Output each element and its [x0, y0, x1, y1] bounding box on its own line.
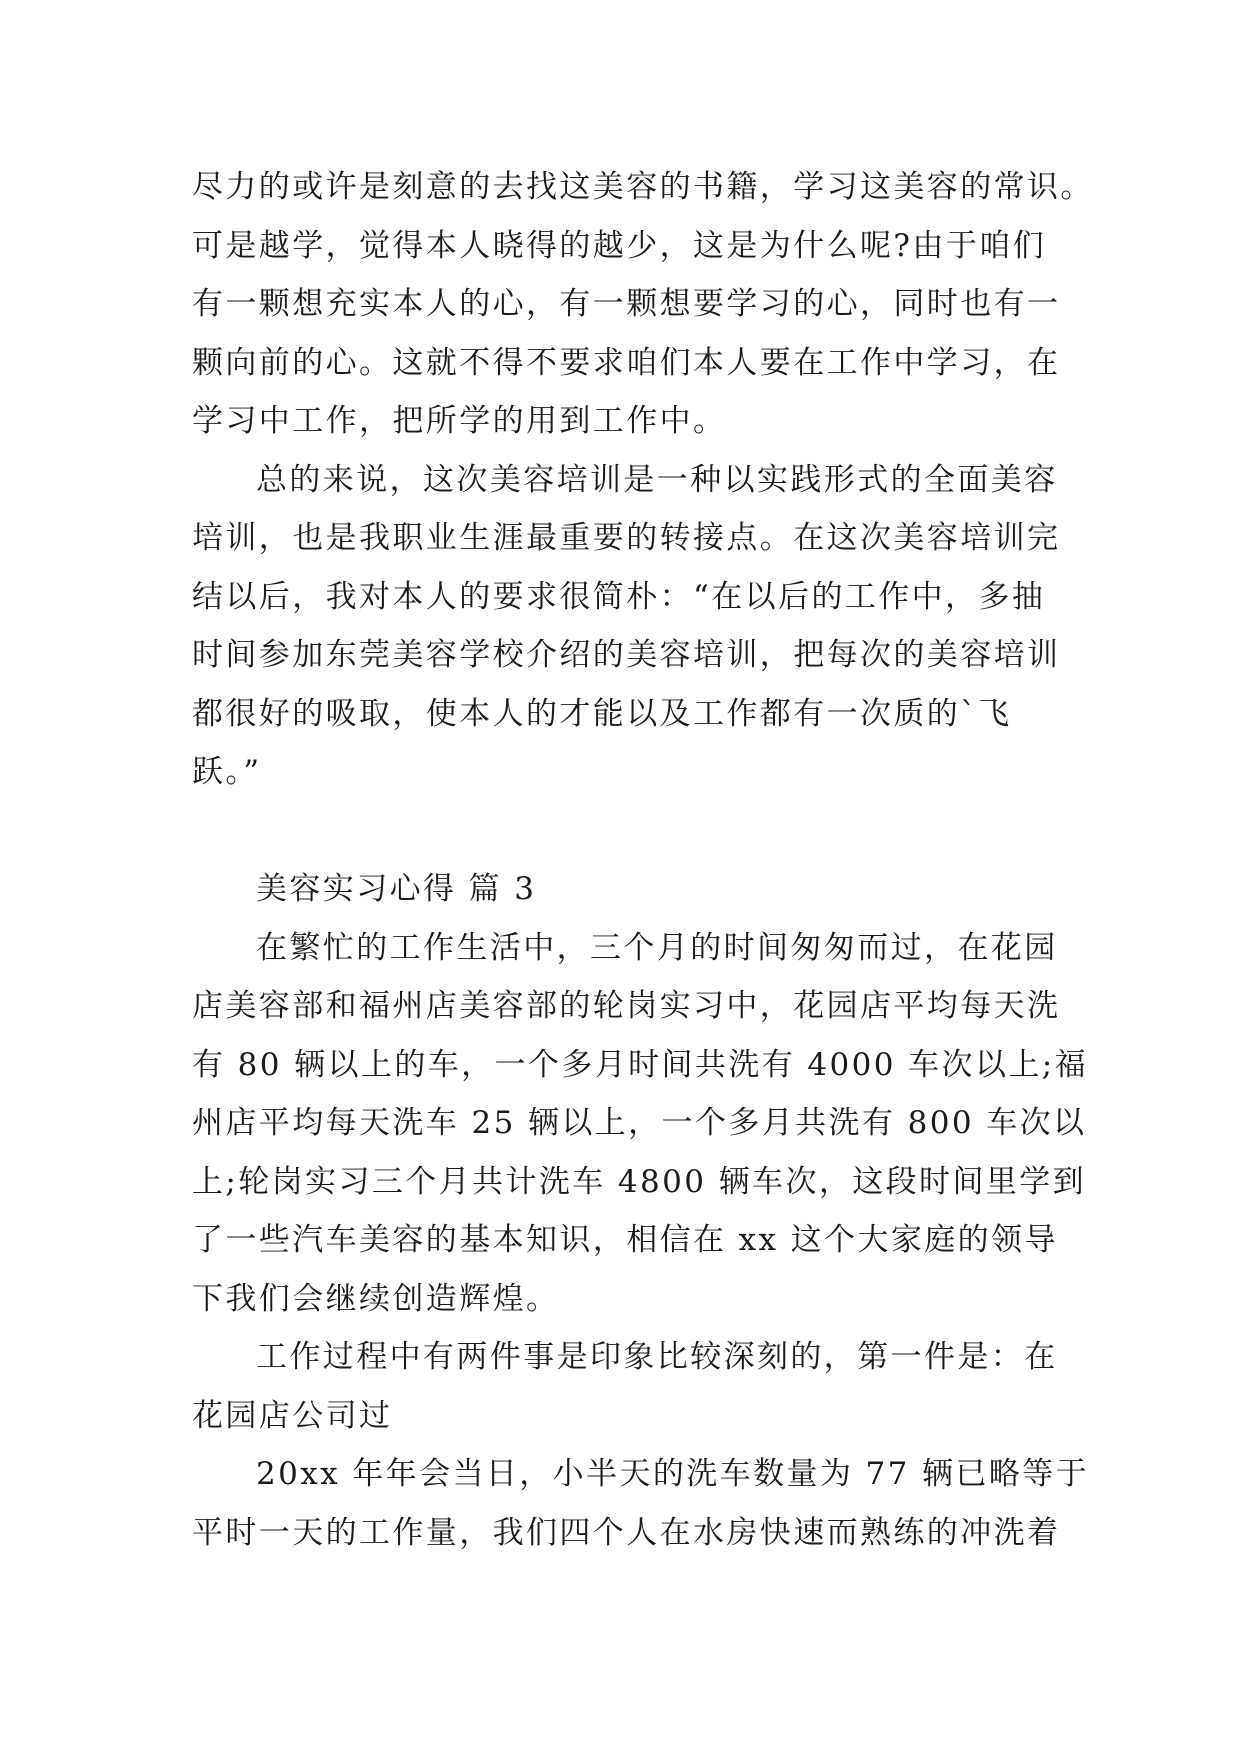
- text-line: 跃。”: [192, 754, 262, 790]
- paragraph-spacer: [192, 802, 1072, 861]
- text-line: 有 80 辆以上的车，一个多月时间共洗有 4000 车次以上;福: [192, 1046, 1088, 1083]
- section-heading: 美容实习心得 篇 3: [256, 871, 537, 907]
- text-line: 总的来说，这次美容培训是一种以实践形式的全面美容: [256, 461, 1058, 498]
- paragraph: [192, 1328, 1072, 1445]
- text-line: 时间参加东莞美容学校介绍的美容培训，把每次的美容培训: [192, 637, 1061, 673]
- text-line: 州店平均每天洗车 25 辆以上，一个多月共洗有 800 车次以: [192, 1105, 1087, 1141]
- text-line: 都很好的吸取，使本人的才能以及工作都有一次质的`飞: [192, 695, 1012, 732]
- text-line: 可是越学，觉得本人晓得的越少，这是为什么呢?由于咱们: [192, 227, 1047, 264]
- text-line: 工作过程中有两件事是印象比较深刻的，第一件是：在: [256, 1339, 1058, 1375]
- text-line: 有一颗想充实本人的心，有一颗想要学习的心，同时也有一: [192, 286, 1061, 322]
- text-line: 上;轮岗实习三个月共计洗车 4800 辆车次，这段时间里学到: [192, 1163, 1087, 1200]
- paragraph: [192, 451, 1072, 802]
- text-line: 颗向前的心。这就不得不要求咱们本人要在工作中学习，在: [192, 344, 1061, 381]
- text-line: 了一些汽车美容的基本知识，相信在 xx 这个大家庭的领导: [192, 1222, 1058, 1258]
- text-line: 学习中工作，把所学的用到工作中。: [192, 403, 727, 439]
- text-line: 平时一天的工作量，我们四个人在水房快速而熟练的冲洗着: [192, 1514, 1061, 1551]
- text-line: 花园店公司过: [192, 1397, 393, 1434]
- paragraph: [192, 919, 1088, 1329]
- text-line: 下我们会继续创造辉煌。: [192, 1280, 560, 1317]
- paragraph: [192, 158, 1094, 451]
- text-line: 尽力的或许是刻意的去找这美容的书籍，学习这美容的常识。: [192, 169, 1094, 205]
- text-line: 店美容部和福州店美容部的轮岗实习中，花园店平均每天洗: [192, 988, 1061, 1024]
- document-body: [192, 158, 1094, 1562]
- text-line: 结以后，我对本人的要求很简朴：“在以后的工作中，多抽: [192, 578, 1046, 615]
- text-line: 培训，也是我职业生涯最重要的转接点。在这次美容培训完: [192, 520, 1061, 556]
- text-line: 在繁忙的工作生活中，三个月的时间匆匆而过，在花园: [256, 929, 1058, 966]
- paragraph: [192, 1445, 1090, 1562]
- text-line: 20xx 年年会当日，小半天的洗车数量为 77 辆已略等于: [256, 1456, 1090, 1492]
